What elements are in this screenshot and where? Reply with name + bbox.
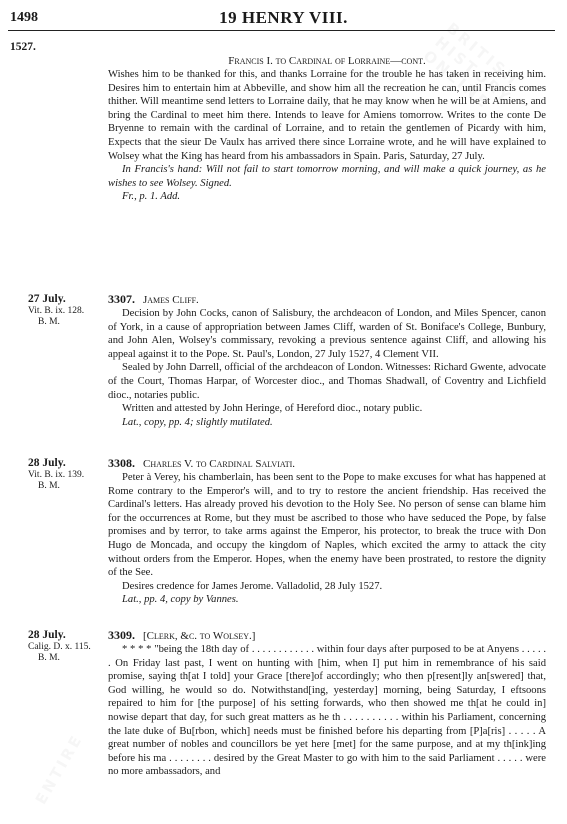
page-header bbox=[0, 6, 567, 28]
entry-source: Fr., p. 1. Add. bbox=[122, 191, 181, 203]
entry-source: Lat., pp. 4, copy by Vannes. bbox=[122, 594, 239, 606]
margin-repository: B. M. bbox=[38, 317, 60, 327]
margin-date: 27 July. bbox=[28, 293, 66, 305]
entry-paragraph: Decision by John Cocks, canon of Salisbury, the archdeacon of London, and Miles Spencer, canon of York, in a cause of appropriation between James Cliff, warden of St. Boniface's College, Bunbury, and John Alen, Wolsey's commissary, revoking a previous sentence against Cliff, and allowing his appeal against it to the Pope. St. Paul's, London, 27 July 1527, 4 Clement VII. bbox=[108, 308, 546, 360]
entry-body bbox=[108, 54, 546, 204]
entry-margin bbox=[28, 456, 106, 492]
entry-paragraph: Peter à Verey, his chamberlain, has been sent to the Pope to make excuses for what has happened at Rome contrary to the Emperor's will, and to try to restore the ancient friendship. Has received the Cardinal's letters. Has already proved his devotion to the Holy See. No person of sense can blame him for the occurrences at Rome, but they must be ascribed to those who have seduced the Pope, by false promises and by terror, to take arms against the Emperor, his protector, to break the truce with Don Hugo de Moncada, and occupy the kingdom of Naples, which excited the army to attack the city without orders from the Emperor. Hopes, when the enemy have been prostrated, to restore the dignity of the See. bbox=[108, 472, 546, 579]
entry-number: 3308. bbox=[108, 456, 135, 470]
entry-title: 3309. [Clerk, &c. to Wolsey.] bbox=[108, 628, 256, 642]
running-title: 19 HENRY VIII. bbox=[219, 8, 348, 27]
entry-paragraph: Wishes him to be thanked for this, and thanks Lorraine for the trouble he has taken in receiving him. Desires him to entertain him at Abbeville, and show him all the recreation he can, until Francis comes thither. Will meantime send letters to Lorraine daily, that he may know when he will be at Amiens, and bring the Cardinal to meet him there. Intends to leave for Amiens tomorrow. Writes to the conte De Bryenne to remain with the cardinal of Lorraine, and to retain the gentlemen of Picardy with him, Expects that the sieur De Vaulx has arrived there since Lorraine wrote, and he will have explained to Wolsey what the King has heard from his ambassadors in Spain. Paris, Saturday, 27 July. bbox=[108, 69, 546, 162]
entry-paragraph: Written and attested by John Heringe, of Hereford dioc., notary public. bbox=[122, 403, 423, 415]
entry-paragraph: * * * * "being the 18th day of . . . . . . . . . . . . within four days after purposed to be at Anyens . . . . . . On Friday last past, I went on hunting with [him, when I] put him in remembrance of his said promise, saying th[at I told] your Grace [there]of accordingly; who then p[resent]ly an[swered] that, God willing, he would so do. Notwithstand[ing, yesterday] morning, being Saturday, I eftsoons repaired to him for [the purpose] of his setting forwards, who then showed me th[at he could in] nowise depart that day, for such great matters as he th . . . . . . . . . . within his Parliament, concerning the late duke of Bu[rbon, which] needs must be finished before his departing from [P]a[ris] . . . . . A great number of nobles and councillors be yet here [met] for the same purpose, and at my th[ink]ing before his ma . . . . . . . . desired by the Great Master to go with him to the said Parliament . . . . . were no more ambassadors, and bbox=[108, 644, 546, 778]
margin-date: 28 July. bbox=[28, 629, 66, 641]
margin-ref: Calig. D. x. 115. bbox=[28, 642, 91, 652]
margin-repository: B. M. bbox=[38, 481, 60, 491]
entry-number: 3307. bbox=[108, 292, 135, 306]
margin-date: 28 July. bbox=[28, 457, 66, 469]
margin-year: 1527. bbox=[10, 41, 36, 53]
entry-source: Lat., copy, pp. 4; slightly mutilated. bbox=[122, 416, 273, 428]
entry-title: 3307. James Cliff. bbox=[108, 292, 199, 306]
margin-ref: Vit. B. ix. 128. bbox=[28, 306, 85, 316]
entry-number: 3309. bbox=[108, 628, 135, 642]
entry-margin bbox=[28, 628, 106, 664]
entry-body bbox=[108, 292, 546, 429]
entry-paragraph: Sealed by John Darrell, official of the archdeacon of London. Witnesses: Richard Gwente, advocate of the Court, Thomas Harpar, of Worcester dioc., and Thomas Shadwall, of Coventry and Lichfield dioc., notaries public. bbox=[108, 362, 546, 401]
watermark: BRITISH HISTORY ONLINE bbox=[419, 19, 523, 113]
header-rule bbox=[8, 30, 555, 31]
entry-paragraph: Desires credence for James Jerome. Valladolid, 28 July 1527. bbox=[122, 580, 383, 592]
entry-title: Francis I. to Cardinal of Lorraine—cont. bbox=[228, 55, 426, 67]
entry-body bbox=[108, 456, 546, 607]
entry-paragraph-hand: In Francis's hand: Will not fail to start tomorrow morning, and will make a quick journey, as he wishes to see Wolsey. Signed. bbox=[108, 164, 546, 189]
page-number: 1498 bbox=[10, 10, 38, 25]
watermark: ENTIRE bbox=[31, 730, 87, 808]
margin-repository: B. M. bbox=[38, 653, 60, 663]
margin-ref: Vit. B. ix. 139. bbox=[28, 470, 85, 480]
entry-margin bbox=[28, 292, 106, 328]
entry-title: 3308. Charles V. to Cardinal Salviati. bbox=[108, 456, 296, 470]
entry-body bbox=[108, 628, 546, 779]
entry-margin bbox=[10, 40, 106, 54]
